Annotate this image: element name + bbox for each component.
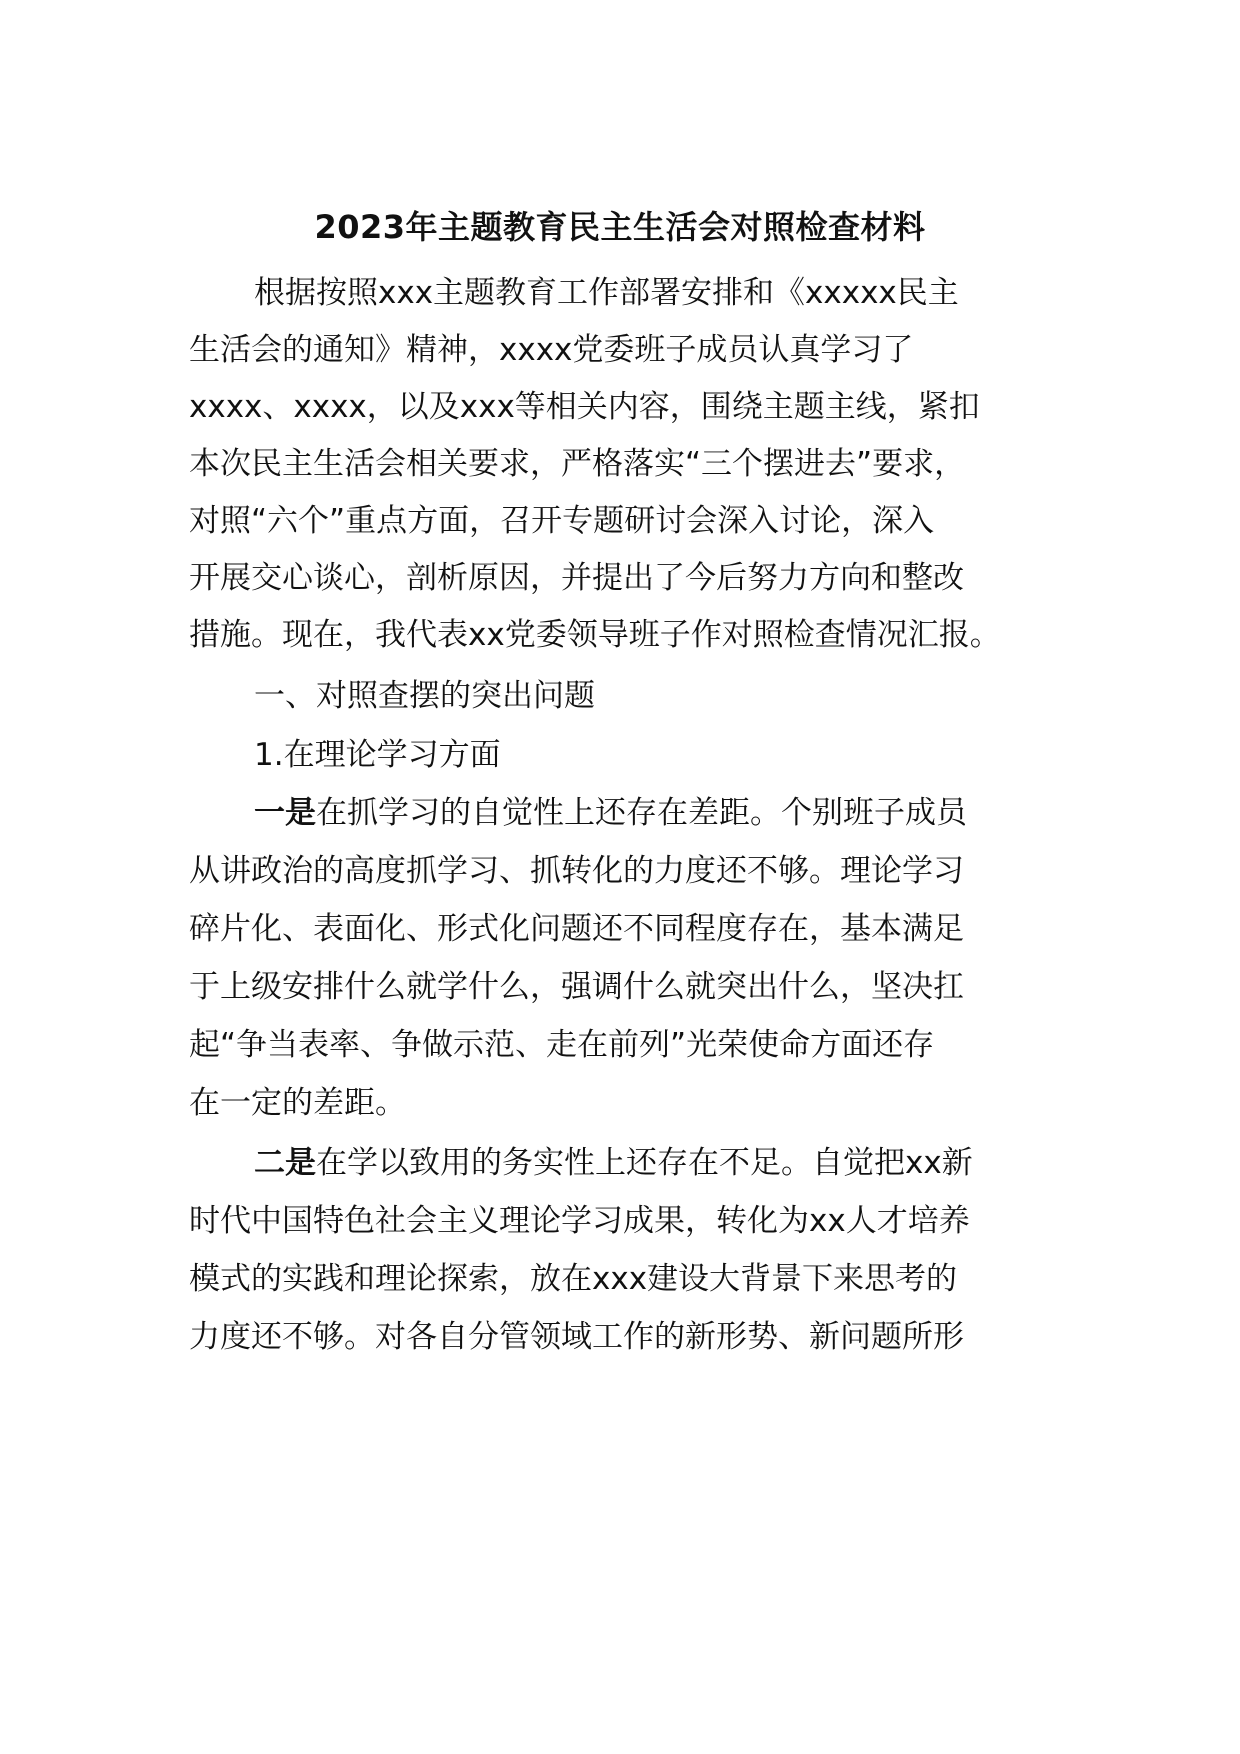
subsection-heading: 1.在理论学习方面	[254, 737, 501, 773]
paragraph-line: 在一定的差距。	[189, 1085, 406, 1121]
point-lead: 一是	[254, 795, 316, 831]
section-heading: 一、对照查摆的突出问题	[254, 678, 595, 714]
intro-line: 措施。现在，我代表xx党委领导班子作对照检查情况汇报。	[189, 617, 1001, 653]
paragraph-first-line	[254, 790, 967, 836]
intro-line: 本次民主生活会相关要求，严格落实“三个摆进去”要求，	[189, 446, 966, 482]
paragraph-line: 模式的实践和理论探索，放在xxx建设大背景下来思考的	[189, 1261, 958, 1297]
intro-line: 生活会的通知》精神，xxxx党委班子成员认真学习了	[189, 332, 914, 368]
paragraph-line: 于上级安排什么就学什么，强调什么就突出什么，坚决扛	[189, 969, 964, 1005]
intro-line: 开展交心谈心，剖析原因，并提出了今后努力方向和整改	[189, 560, 964, 596]
point-text: 在抓学习的自觉性上还存在差距。个别班子成员	[316, 795, 967, 831]
point-text: 在学以致用的务实性上还存在不足。自觉把xx新	[316, 1145, 973, 1181]
intro-line: 对照“六个”重点方面，召开专题研讨会深入讨论，深入	[189, 503, 935, 539]
paragraph-line: 力度还不够。对各自分管领域工作的新形势、新问题所形	[189, 1319, 964, 1355]
paragraph-line: 碎片化、表面化、形式化问题还不同程度存在，基本满足	[189, 911, 964, 947]
document-title: 2023年主题教育民主生活会对照检查材料	[314, 208, 926, 246]
intro-line: 根据按照xxx主题教育工作部署安排和《xxxxx民主	[254, 275, 959, 311]
point-lead: 二是	[254, 1145, 316, 1181]
paragraph-first-line	[254, 1140, 973, 1186]
paragraph-line: 起“争当表率、争做示范、走在前列”光荣使命方面还存	[189, 1027, 935, 1063]
intro-line: xxxx、xxxx，以及xxx等相关内容，围绕主题主线，紧扣	[189, 389, 980, 425]
paragraph-line: 从讲政治的高度抓学习、抓转化的力度还不够。理论学习	[189, 853, 964, 889]
paragraph-line: 时代中国特色社会主义理论学习成果，转化为xx人才培养	[189, 1203, 970, 1239]
